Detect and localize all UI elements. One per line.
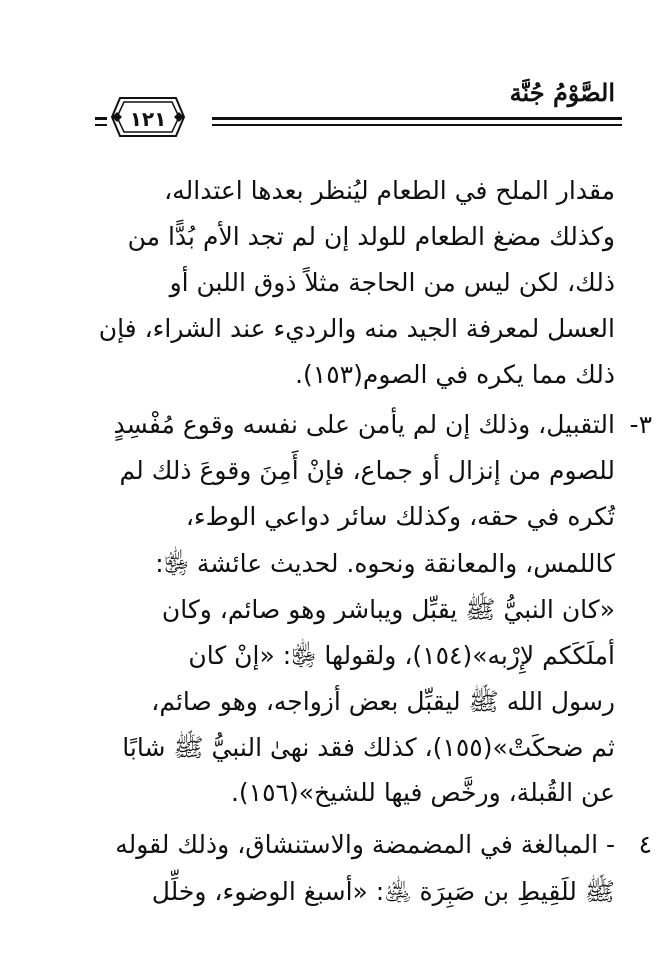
text-line: ثم ضحكَتْ»(١٥٥)، كذلك فقد نهىٰ النبيُّ ﷺ شابًا — [122, 733, 615, 762]
text-line: ﷺ للَقِيطِ بن صَبِرَة ﵁: «أسبغ الوضوء، وخلِّل — [151, 877, 615, 906]
text-line: ذلك، لكن ليس من الحاجة مثلاً ذوق اللبن أو — [169, 268, 615, 297]
text-line: للصوم من إنزال أو جماع، فإنْ أَمِنَ وقوعَ ذلك لم — [119, 456, 615, 485]
running-header-title: الصَّوْمُ جُنَّة — [509, 78, 615, 107]
list-item-number: ٣- — [629, 410, 652, 439]
text-line: مقدار الملح في الطعام ليُنظر بعدها اعتداله، — [164, 176, 615, 205]
header-rule-line — [212, 117, 622, 120]
text-line: كاللمس، والمعانقة ونحوه. لحديث عائشة ﵂: — [155, 549, 615, 578]
text-line: تُكره في حقه، وكذلك سائر دواعي الوطء، — [185, 502, 615, 531]
page-number: ١٢١ — [129, 107, 167, 131]
text-line: ذلك مما يكره في الصوم(١٥٣). — [295, 360, 615, 389]
text-line: التقبيل، وذلك إن لم يأمن على نفسه وقوع مُفْسِدٍ — [113, 410, 615, 439]
header-rule-right — [212, 113, 622, 133]
text-line: رسول الله ﷺ ليقبِّل بعض أزواجه، وهو صائم، — [151, 687, 615, 716]
header-rule-line — [95, 117, 107, 120]
text-line: العسل لمعرفة الجيد منه والرديء عند الشراء، فإن — [98, 314, 615, 343]
header-rule-left — [95, 113, 107, 133]
list-item-number: ٤ — [638, 830, 652, 859]
text-line: أملَكَكم لإِرْبه»(١٥٤)، ولقولها ﵂: «إنْ كان — [188, 641, 615, 670]
header-rule-line — [95, 124, 107, 126]
text-line: عن القُبلة، ورخَّص فيها للشيخ»(١٥٦). — [230, 778, 615, 807]
text-line: - المبالغة في المضمضة والاستنشاق، وذلك لقوله — [115, 830, 615, 859]
text-line: وكذلك مضغ الطعام للولد إن لم تجد الأم بُدًّا من — [127, 222, 615, 251]
header-rule-line — [212, 124, 622, 126]
page-number-frame — [110, 96, 186, 138]
text-line: «كان النبيُّ ﷺ يقبِّل ويباشر وهو صائم، وكان — [161, 595, 615, 624]
